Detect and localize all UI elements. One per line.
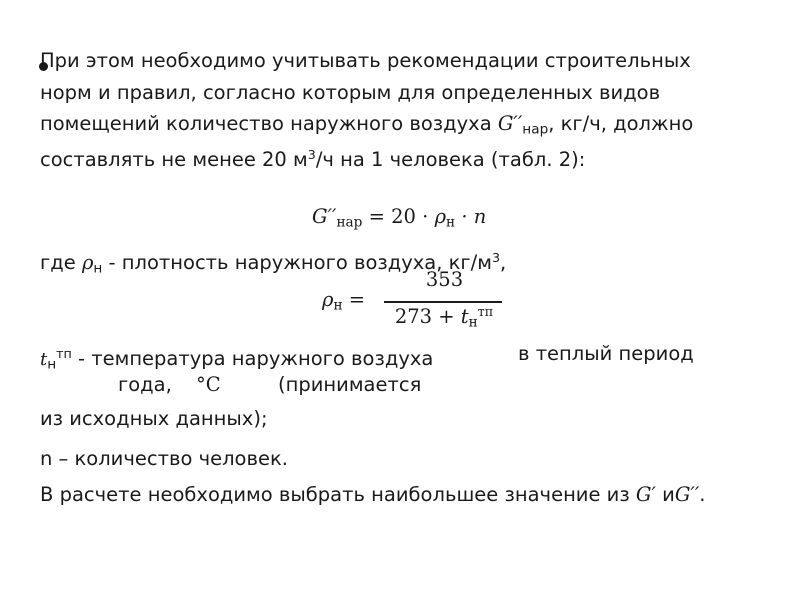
formula-rho-fraction [322,268,522,338]
symbol-n: · n [455,205,487,228]
subscript-nar: нар [336,214,363,231]
superscript-tp: тп [477,304,494,319]
symbol-rho: ρ [81,250,94,274]
subscript-n: н [47,356,57,373]
paragraph-line-4 [40,142,585,173]
formula-operator: = 20 · [362,205,435,228]
text-segment: . [699,483,706,506]
warm-period-text: в теплый период [518,342,694,365]
text-segment: составлять не менее 20 м [40,147,308,171]
fraction-denominator [384,304,504,330]
symbol-g-double-prime: G′′ [312,205,337,228]
subscript-nar: нар [522,121,549,138]
text-segment: - температура наружного воздуха [71,346,434,370]
subscript-n: н [333,297,343,314]
symbol-t: t [460,304,469,328]
paragraph-line-3 [40,111,693,142]
text-segment: , [500,250,507,274]
text-segment: 273 + [394,304,461,328]
superscript-tp: тп [56,346,72,361]
final-line [40,482,705,508]
symbol-g-double-prime: G′′ [497,112,523,135]
subscript-n: н [446,214,456,231]
fraction-bar [384,301,502,303]
subscript-n: н [468,314,478,331]
text-segment: В расчете необходимо выбрать наибольшее значение из [40,483,636,506]
text-segment: , кг/ч, должно [548,112,694,135]
symbol-g-double-prime: G′′ [674,483,700,506]
unit-celsius: °C [196,373,221,396]
text-segment: /ч на 1 человека (табл. 2): [315,147,586,171]
formula-g-nar [312,204,486,235]
paragraph-line-1: При этом необходимо учитывать рекомендации строительных [40,49,691,72]
symbol-t: t [40,348,48,370]
fraction-lhs [322,288,365,313]
text-segment: - плотность наружного воздуха, кг/м [102,250,492,274]
superscript: 3 [307,147,316,162]
fraction-numerator: 353 [425,268,464,291]
superscript: 3 [491,250,501,265]
text-segment: где [40,250,82,274]
text-segment: помещений количество наружного воздуха [40,112,498,135]
subscript-n: н [93,260,103,277]
symbol-rho: ρ [434,205,447,228]
symbol-g-prime: G′ [635,483,656,506]
year-text: года, [118,373,172,396]
people-count-line: n – количество человек. [40,447,288,470]
text-segment: и [655,483,675,506]
equals-sign: = [342,288,366,311]
accepted-text: (принимается [278,373,422,396]
source-data-line: из исходных данных); [40,407,268,430]
symbol-rho: ρ [322,288,334,311]
paragraph-line-2: норм и правил, согласно которым для определенных видов [40,81,661,104]
